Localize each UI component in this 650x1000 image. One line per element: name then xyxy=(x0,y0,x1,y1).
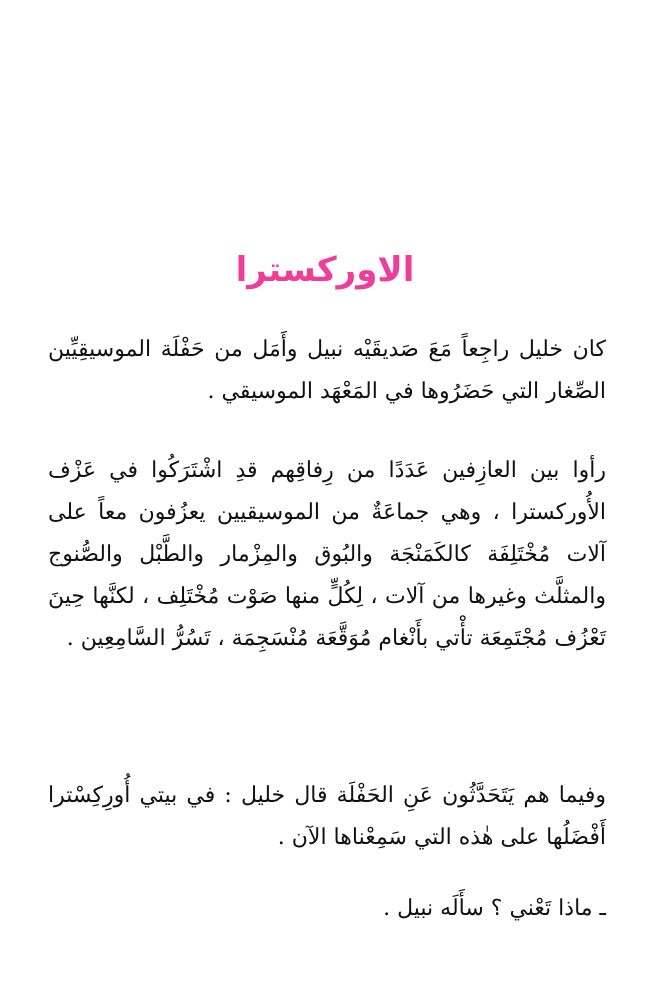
page-title: الاوركسترا xyxy=(235,250,415,290)
paragraph-2: رأوا بين العازِفين عَدَدًا من رِفاقِهم قدِ اشْتَرَكُوا في عَزْف الأُوركسترا ، وهي جماعَةٌ من الموسيقيين يعزُفون معاً على آلات مُخْتَلِفَة كالكَمَنْجَة والبُوق والمِزْمار والطَّبْل والصُّنوج والمثلَّث وغيرها من آلات ، لِكُلٍّ منها صَوْت مُخْتَلِف ، لكنَّها حِينَ تَعْزُف مُجْتَمِعَة تأْتي بأَنْغام مُوَقَّعَة مُنْسَجِمَة ، تَسُرُّ السَّامِعِين . xyxy=(48,458,606,651)
paragraph-3: وفيما هم يَتَحَدَّثُون عَنِ الحَفْلَة قال خليل : في بيتي أُورِكِسْترا أَفْضَلُها على هٰذه التي سَمِعْناها الآن . xyxy=(48,783,606,850)
paragraph-4: ـ ماذا تَعْني ؟ سأَلَه نبيل . xyxy=(383,896,606,921)
paragraph-1: كان خليل راجِعاً مَعَ صَديقَيْه نبيل وأَمَل من حَفْلَة الموسيقِيِّين الصِّغار التي حَضَرُوها في المَعْهَد الموسيقي . xyxy=(48,337,606,404)
